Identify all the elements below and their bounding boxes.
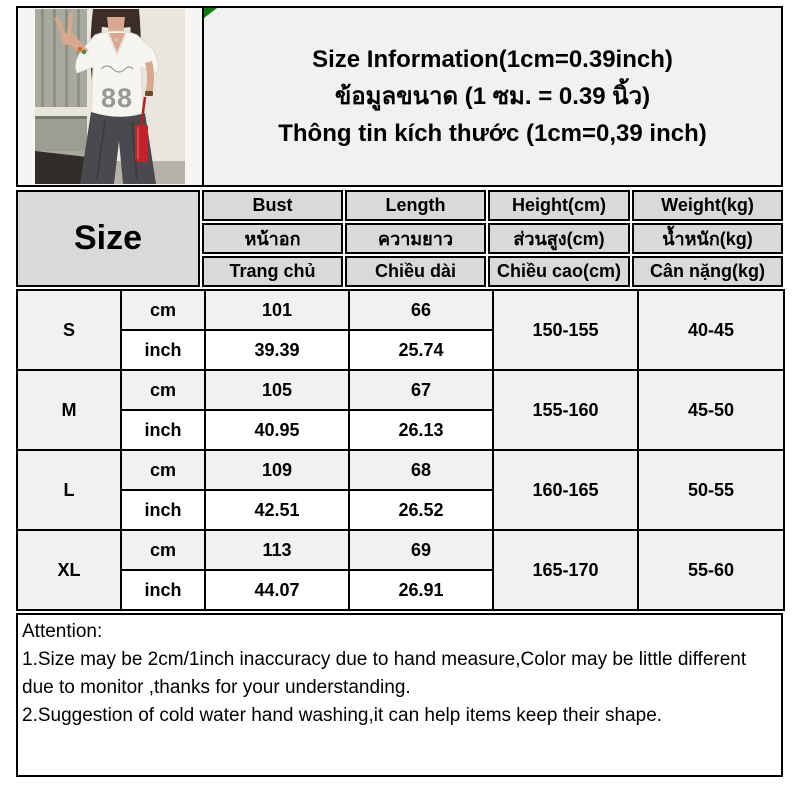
- header-height-th: ส่วนสูง(cm): [488, 223, 630, 254]
- product-photo-cell: [18, 8, 204, 185]
- title-thai: ข้อมูลขนาด (1 ซม. = 0.39 นิ้ว): [334, 83, 651, 110]
- size-s: S: [17, 290, 121, 370]
- header-length-en: Length: [345, 190, 486, 221]
- xl-length-inch: 26.91: [349, 570, 493, 610]
- unit-inch: inch: [121, 410, 205, 450]
- xl-weight: 55-60: [638, 530, 784, 610]
- l-length-cm: 68: [349, 450, 493, 490]
- m-length-inch: 26.13: [349, 410, 493, 450]
- size-l: L: [17, 450, 121, 530]
- attention-line-1: 1.Size may be 2cm/1inch inaccuracy due to hand measure,Color may be little different due to monitor ,thanks for your understanding.: [22, 649, 747, 698]
- title-vietnamese: Thông tin kích thước (1cm=0,39 inch): [278, 120, 707, 147]
- m-bust-inch: 40.95: [205, 410, 349, 450]
- title-english: Size Information(1cm=0.39inch): [312, 46, 673, 73]
- top-section: [16, 6, 783, 187]
- header-weight-vi: Cân nặng(kg): [632, 256, 783, 287]
- header-height-en: Height(cm): [488, 190, 630, 221]
- header-bust-vi: Trang chủ: [202, 256, 343, 287]
- xl-length-cm: 69: [349, 530, 493, 570]
- s-length-inch: 25.74: [349, 330, 493, 370]
- attention-note: [16, 613, 783, 777]
- l-bust-cm: 109: [205, 450, 349, 490]
- l-bust-inch: 42.51: [205, 490, 349, 530]
- unit-cm: cm: [121, 530, 205, 570]
- l-weight: 50-55: [638, 450, 784, 530]
- s-bust-cm: 101: [205, 290, 349, 330]
- unit-cm: cm: [121, 450, 205, 490]
- green-corner-flag-icon: [204, 8, 217, 18]
- xl-bust-inch: 44.07: [205, 570, 349, 610]
- table-row: [17, 290, 784, 330]
- m-weight: 45-50: [638, 370, 784, 450]
- l-height: 160-165: [493, 450, 638, 530]
- m-length-cm: 67: [349, 370, 493, 410]
- unit-cm: cm: [121, 370, 205, 410]
- table-row: [17, 530, 784, 570]
- m-bust-cm: 105: [205, 370, 349, 410]
- table-header: [16, 190, 783, 287]
- s-height: 150-155: [493, 290, 638, 370]
- unit-inch: inch: [121, 570, 205, 610]
- m-height: 155-160: [493, 370, 638, 450]
- table-row: [17, 370, 784, 410]
- header-size: Size: [16, 190, 200, 287]
- header-bust-en: Bust: [202, 190, 343, 221]
- size-table: [16, 289, 785, 611]
- s-weight: 40-45: [638, 290, 784, 370]
- title-cell: [204, 8, 781, 185]
- s-length-cm: 66: [349, 290, 493, 330]
- header-weight-en: Weight(kg): [632, 190, 783, 221]
- size-m: M: [17, 370, 121, 450]
- header-height-vi: Chiều cao(cm): [488, 256, 630, 287]
- size-xl: XL: [17, 530, 121, 610]
- header-bust-th: หน้าอก: [202, 223, 343, 254]
- attention-heading: Attention:: [22, 621, 103, 642]
- unit-inch: inch: [121, 490, 205, 530]
- product-photo: [35, 9, 185, 184]
- header-length-th: ความยาว: [345, 223, 486, 254]
- unit-cm: cm: [121, 290, 205, 330]
- table-row: [17, 450, 784, 490]
- l-length-inch: 26.52: [349, 490, 493, 530]
- size-chart-sheet: [16, 6, 783, 777]
- header-length-vi: Chiều dài: [345, 256, 486, 287]
- xl-height: 165-170: [493, 530, 638, 610]
- header-weight-th: น้ำหนัก(kg): [632, 223, 783, 254]
- svg-text:88: 88: [100, 83, 134, 113]
- unit-inch: inch: [121, 330, 205, 370]
- s-bust-inch: 39.39: [205, 330, 349, 370]
- attention-line-2: 2.Suggestion of cold water hand washing,it can help items keep their shape.: [22, 705, 663, 726]
- xl-bust-cm: 113: [205, 530, 349, 570]
